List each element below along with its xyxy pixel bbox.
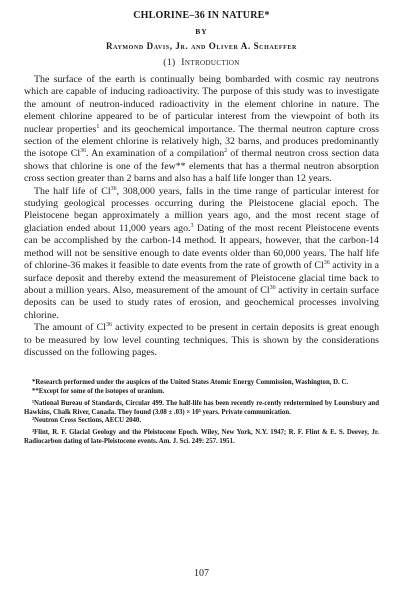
author-names: Raymond Davis, Jr. and Oliver A. Schaeffer (106, 41, 297, 51)
isotope-superscript: 36 (269, 284, 276, 291)
section-number: (1) (163, 57, 176, 68)
authors (24, 41, 379, 51)
footnote-aec: *Research performed under the auspices of the United States Atomic Energy Commission, Washington, D. C. (32, 379, 349, 387)
text-run: The amount of Cl (34, 322, 106, 334)
footnote-1: ¹National Bureau of Standards, Circular 499. The half-life has been recently re-cently redetermined by Lounsbury and Hawkins, Chalk River, Canada. They found (3.08 ± .03) × 10⁵ years. Private communication. (24, 400, 379, 416)
reference-marker: 3 (190, 222, 194, 229)
isotope-superscript: 36 (80, 148, 87, 155)
section-heading (24, 57, 379, 68)
paragraph-3 (24, 322, 379, 359)
footnote-uranium: **Except for some of the isotopes of uranium. (32, 387, 165, 395)
reference-marker: 1 (96, 123, 100, 130)
text-run: and its geochemical importance. The thermal neutron capture cross section of the element chlorine is relatively high, 32 barns, and produces predominantly the isotope Cl (24, 123, 379, 160)
by-line: BY (195, 27, 208, 36)
section-title: Introduction (181, 57, 240, 68)
footnote-2: ²Neutron Cross Sections, AECU 2040. (32, 416, 142, 424)
footnotes (24, 379, 379, 446)
text-run: The half life of Cl (34, 185, 111, 197)
reference-marker: 2 (224, 148, 228, 155)
isotope-superscript: 36 (110, 185, 117, 192)
text-run: , 308,000 years, falls in the time range of particular interest for studying geological processes occurring during the Pleistocene glacial epoch. The Pleistocene began approximately a million years ago, and the most recent stage of glaciation ended about 11,000 years ago. (24, 185, 379, 234)
isotope-superscript: 36 (105, 322, 112, 329)
text-run: activity in certain surface deposits can be used to study rates of erosion, and geochemical processes involving chlorine. (24, 284, 379, 321)
text-run: The surface of the earth is continually being bombarded with cosmic ray neutrons which are capable of inducing radioactivity. The purpose of this study was to investigate the amount of neutron-induced radioactivity in the element chlorine in nature. The element chlorine appeared to be of particular interest from the viewpoint of both its nuclear properties (24, 74, 379, 135)
paper-title: CHLORINE–36 IN NATURE* (133, 10, 270, 21)
text-run: of thermal neutron cross section data shows that chlorine is one of the few** elements that has a thermal neutron absorption cross section greater than 2 barns and also has a half life longer than 12 years. (24, 148, 379, 185)
isotope-superscript: 36 (323, 260, 330, 267)
paragraph-1 (24, 74, 379, 186)
body-text (24, 74, 379, 359)
text-run: . An examination of a compilation (86, 148, 225, 160)
paragraph-2 (24, 186, 379, 322)
text-run: activity expected to be present in certain deposits is great enough to be measured by low level counting techniques. This is shown by the considerations discussed on the following pages. (24, 322, 380, 358)
text-run: Dating of the most recent Pleistocene events can be accomplished by the carbon-14 method. It appears, however, that the carbon-14 method will not be sensitive enough to date events older than 60,000 years. The half life of chlorine-36 makes it feasible to date events from the rate of growth of Cl (24, 222, 379, 272)
page-number: 107 (194, 568, 209, 579)
footnote-3: ³Flint, R. F. Glacial Geology and the Pleistocene Epoch. Wiley, New York, N.Y. 1947; R. F. Flint & E. S. Deevey, Jr. Radiocarbon dating of late-Pleistocene events. Am. J. Sci. 249: 257. 1951. (24, 429, 379, 445)
text-run: activity in a surface deposit and thereby extend the measurement of Pleistocene glacial time back to about a million years. Also, measurement of the amount of Cl (24, 260, 379, 296)
